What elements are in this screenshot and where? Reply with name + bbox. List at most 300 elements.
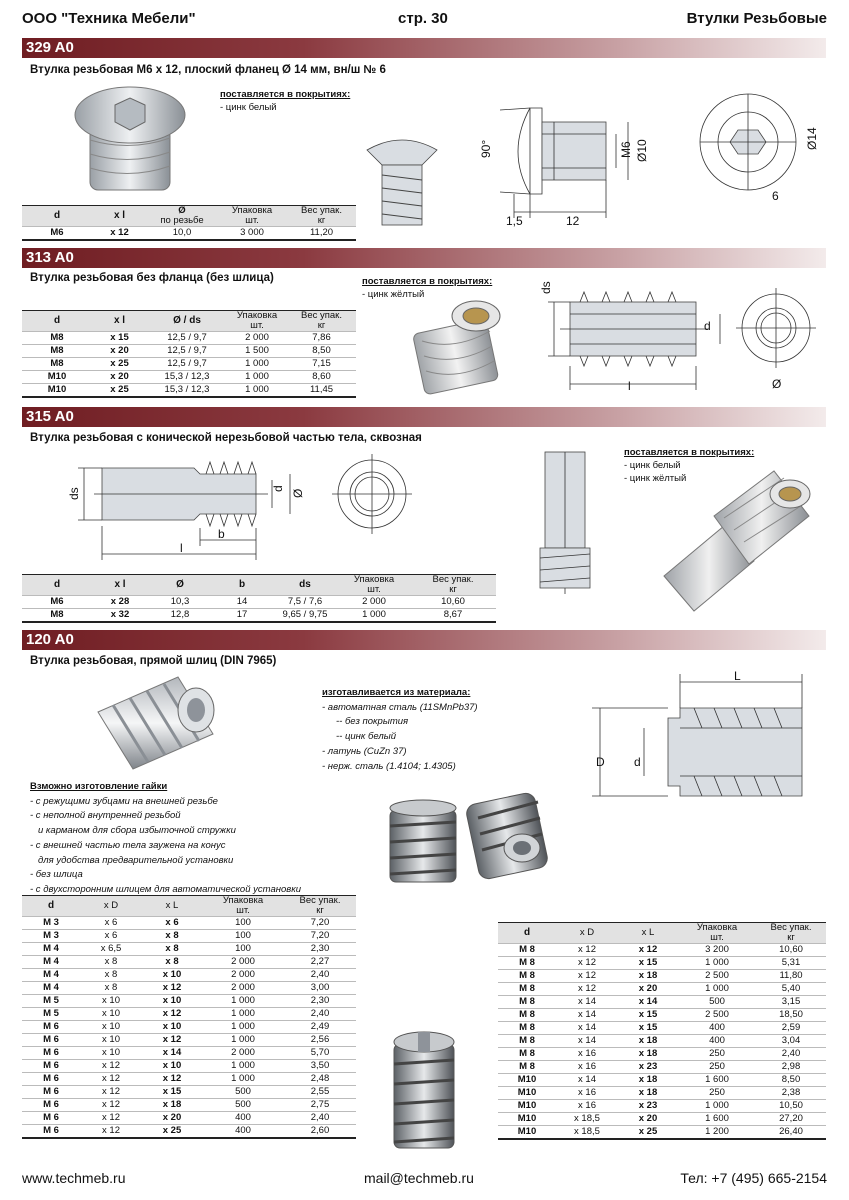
table-cell: 1 000 (202, 995, 284, 1008)
col-header: Ø (148, 575, 212, 596)
coatings-329 (220, 88, 350, 114)
section-title: Втулки Резьбовые (686, 10, 827, 27)
table-cell: 10,60 (756, 944, 826, 957)
col-header: ds (272, 575, 338, 596)
dim-L: L (734, 669, 741, 683)
table-cell: M10 (498, 1087, 556, 1100)
table-cell: x 12 (80, 1086, 142, 1099)
col-header: х D (556, 923, 618, 944)
materials-120 (322, 686, 478, 774)
table-cell: x 10 (142, 995, 202, 1008)
table-cell: 2 000 (202, 1047, 284, 1060)
table-cell: 2,38 (756, 1087, 826, 1100)
table-cell: 400 (678, 1035, 756, 1048)
cutaway-image-315 (530, 448, 600, 598)
col-header: Вес упак. кг (287, 206, 356, 227)
table-cell: 100 (202, 917, 284, 930)
table-row: M6 x 28 10,3 14 7,5 / 7,6 2 000 10,60 (22, 596, 496, 609)
col-header: d (22, 575, 92, 596)
product-title-313: Втулка резьбовая без фланца (без шлица) (30, 272, 274, 284)
table-cell: x 20 (142, 1112, 202, 1125)
table-cell: M 8 (498, 1022, 556, 1035)
table-cell: x 18 (618, 1087, 678, 1100)
dim-hex: 6 (772, 189, 779, 203)
product-image-329 (70, 80, 200, 202)
product-title-329: Втулка резьбовая М6 х 12, плоский фланец Ø 14 мм, вн/ш № 6 (30, 64, 386, 76)
table-cell: x 18 (618, 970, 678, 983)
section-band-120: 120 A0 (22, 630, 826, 650)
table-cell: M10 (498, 1113, 556, 1126)
table-cell: M 6 (22, 1034, 80, 1047)
table-cell: M 5 (22, 1008, 80, 1021)
table-cell: 2,48 (284, 1073, 356, 1086)
table-row (22, 969, 356, 982)
table-row (22, 1060, 356, 1073)
table-cell: 1 600 (678, 1113, 756, 1126)
company-name: ООО "Техника Мебели" (22, 10, 196, 27)
product-title-120: Втулка резьбовая, прямой шлиц (DIN 7965) (30, 655, 277, 667)
table-cell: x 10 (80, 1047, 142, 1060)
table-cell: x 10 (142, 1060, 202, 1073)
table-cell: x 12 (80, 1073, 142, 1086)
table-cell: 400 (202, 1112, 284, 1125)
table-row (22, 1047, 356, 1060)
table-cell: x 25 (618, 1126, 678, 1140)
table-cell: 2,40 (756, 1048, 826, 1061)
table-cell: 1 600 (678, 1074, 756, 1087)
table-cell: 2,60 (284, 1125, 356, 1139)
drawing-315 (68, 448, 418, 570)
option-item: - без шлица (30, 869, 83, 881)
product-image-313 (410, 296, 510, 396)
table-cell: 27,20 (756, 1113, 826, 1126)
material-item: - нерж. сталь (1.4104; 1.4305) (322, 760, 456, 772)
dim-D: D (596, 755, 605, 769)
material-item: -- цинк белый (336, 731, 396, 743)
table-cell: x 18 (142, 1099, 202, 1112)
table-cell: M 6 (22, 1047, 80, 1060)
table-cell: M 8 (498, 1009, 556, 1022)
table-cell: 18,50 (756, 1009, 826, 1022)
table-cell: x 15 (618, 1009, 678, 1022)
table-cell: x 12 (80, 1125, 142, 1139)
option-item: для удобства предварительной установки (38, 854, 234, 866)
table-row: M8 x 25 12,5 / 9,7 1 000 7,15 (22, 358, 356, 371)
table-cell: 2,98 (756, 1061, 826, 1074)
col-header: Упаковка шт. (217, 206, 287, 227)
table-cell: x 12 (556, 957, 618, 970)
product-image-315 (654, 476, 814, 616)
table-row (498, 1022, 826, 1035)
table-cell: M 8 (498, 1048, 556, 1061)
table-cell: 2,75 (284, 1099, 356, 1112)
table-cell: M 6 (22, 1099, 80, 1112)
table-row (498, 996, 826, 1009)
table-cell: M 6 (22, 1086, 80, 1099)
table-cell: 250 (678, 1087, 756, 1100)
table-row (22, 1034, 356, 1047)
dim-d: d (271, 485, 285, 492)
table-cell: 2,49 (284, 1021, 356, 1034)
table-cell: x 8 (142, 943, 202, 956)
table-row (22, 943, 356, 956)
option-item: - с режущими зубцами на внешней резьбе (30, 795, 218, 807)
table-cell: 5,31 (756, 957, 826, 970)
dim-d: d (704, 319, 711, 333)
col-header: Вес упак. кг (284, 896, 356, 917)
table-cell: x 12 (80, 1060, 142, 1073)
table-cell: 8,50 (756, 1074, 826, 1087)
dim-angle: 90° (479, 139, 493, 158)
table-cell: x 12 (556, 970, 618, 983)
col-header: Ø / ds (147, 311, 227, 332)
table-cell: x 16 (556, 1061, 618, 1074)
table-row (498, 1100, 826, 1113)
table-cell: M10 (498, 1074, 556, 1087)
footer-website[interactable]: www.techmeb.ru (22, 1170, 126, 1186)
spec-table-329 (22, 205, 356, 241)
table-cell: x 10 (142, 1021, 202, 1034)
drawing-313 (540, 270, 830, 400)
table-cell: x 16 (556, 1048, 618, 1061)
table-cell: x 18,5 (556, 1113, 618, 1126)
col-header: Ø по резьбе (147, 206, 217, 227)
table-row (498, 1113, 826, 1126)
col-header: х L (618, 923, 678, 944)
table-cell: M 3 (22, 917, 80, 930)
drawing-120 (584, 668, 824, 818)
table-cell: x 12 (142, 1034, 202, 1047)
table-row (22, 917, 356, 930)
dim-outer: Ø14 (805, 127, 819, 150)
table-cell: 7,20 (284, 930, 356, 943)
table-cell: 2 500 (678, 1009, 756, 1022)
table-cell: 2,40 (284, 969, 356, 982)
table-cell: x 8 (142, 930, 202, 943)
table-cell: 250 (678, 1048, 756, 1061)
table-cell: x 14 (618, 996, 678, 1009)
dim-flange: Ø10 (635, 139, 649, 162)
coatings-label: поставляется в покрытиях: (220, 89, 351, 100)
table-cell: 5,70 (284, 1047, 356, 1060)
table-cell: x 14 (556, 1074, 618, 1087)
table-cell: 5,40 (756, 983, 826, 996)
table-cell: x 18 (618, 1074, 678, 1087)
dim-l: l (628, 379, 631, 393)
option-item: - с двухсторонним шлицем для автоматической установки (30, 883, 301, 895)
material-item: - автоматная сталь (11SMnPb37) (322, 701, 478, 713)
table-cell: x 23 (618, 1100, 678, 1113)
table-cell: 2 500 (678, 970, 756, 983)
drawing-329 (470, 82, 830, 230)
table-cell: M 4 (22, 969, 80, 982)
dim-b: b (218, 527, 225, 541)
table-cell: x 10 (80, 1034, 142, 1047)
table-cell: 2,55 (284, 1086, 356, 1099)
dim-thread: M6 (619, 141, 633, 158)
table-cell: x 18 (618, 1035, 678, 1048)
table-cell: M 6 (22, 1021, 80, 1034)
table-cell: x 6,5 (80, 943, 142, 956)
option-item: - с внешней частью тела заужена на конус (30, 839, 226, 851)
product-title-315: Втулка резьбовая с конической нерезьбовой частью тела, сквозная (30, 432, 422, 444)
table-cell: x 14 (556, 1009, 618, 1022)
table-cell: x 8 (80, 982, 142, 995)
table-cell: M 3 (22, 930, 80, 943)
table-cell: 1 000 (678, 1100, 756, 1113)
spec-table-313 (22, 310, 356, 398)
spec-table-120-left (22, 895, 356, 1139)
table-cell: 250 (678, 1061, 756, 1074)
table-row (22, 1021, 356, 1034)
table-cell: 7,20 (284, 917, 356, 930)
table-cell: M 6 (22, 1125, 80, 1139)
table-cell: M 6 (22, 1112, 80, 1125)
table-cell: 26,40 (756, 1126, 826, 1140)
table-cell: x 12 (80, 1099, 142, 1112)
table-cell: x 6 (142, 917, 202, 930)
table-cell: 2,27 (284, 956, 356, 969)
table-cell: M 6 (22, 1073, 80, 1086)
dim-l: l (180, 541, 183, 555)
table-row (22, 1125, 356, 1139)
table-cell: 2,59 (756, 1022, 826, 1035)
table-cell: 3,00 (284, 982, 356, 995)
table-cell: M 8 (498, 983, 556, 996)
col-header: d (22, 311, 92, 332)
table-cell: x 14 (556, 1035, 618, 1048)
product-image-120b (382, 798, 552, 888)
table-cell: x 12 (618, 944, 678, 957)
table-cell: M10 (498, 1126, 556, 1140)
table-cell: x 12 (556, 944, 618, 957)
table-row: M8 x 15 12,5 / 9,7 2 000 7,86 (22, 332, 356, 345)
table-cell: x 12 (142, 1008, 202, 1021)
table-cell: 2 000 (202, 956, 284, 969)
table-cell: x 14 (556, 1022, 618, 1035)
table-cell: x 6 (80, 930, 142, 943)
table-cell: x 10 (142, 969, 202, 982)
table-cell: 2,56 (284, 1034, 356, 1047)
table-cell: x 12 (142, 982, 202, 995)
table-row (498, 970, 826, 983)
footer-email[interactable]: mail@techmeb.ru (364, 1170, 474, 1186)
col-header: х l (92, 575, 148, 596)
table-cell: 1 000 (678, 983, 756, 996)
table-cell: 2 000 (202, 969, 284, 982)
table-cell: 100 (202, 930, 284, 943)
table-row (498, 957, 826, 970)
col-header: d (22, 206, 92, 227)
col-header: Вес упак. кг (410, 575, 496, 596)
spec-table-120-right (498, 922, 826, 1140)
table-row (22, 1112, 356, 1125)
table-cell: M 8 (498, 944, 556, 957)
table-cell: x 20 (618, 983, 678, 996)
col-header: х L (142, 896, 202, 917)
table-cell: 1 000 (202, 1073, 284, 1086)
section-band-329: 329 A0 (22, 38, 826, 58)
table-cell: 11,80 (756, 970, 826, 983)
coatings-label: поставляется в покрытиях: (624, 447, 755, 458)
dim-length: 12 (566, 214, 580, 228)
col-header: х l (92, 206, 147, 227)
table-cell: 500 (678, 996, 756, 1009)
table-cell: x 10 (80, 1021, 142, 1034)
table-cell: 1 000 (678, 957, 756, 970)
table-cell: 400 (678, 1022, 756, 1035)
table-cell: x 15 (618, 1022, 678, 1035)
table-cell: x 23 (618, 1061, 678, 1074)
table-cell: x 10 (80, 1008, 142, 1021)
table-cell: x 20 (618, 1113, 678, 1126)
section-band-313: 313 A0 (22, 248, 826, 268)
col-header: Вес упак. кг (756, 923, 826, 944)
table-cell: x 6 (80, 917, 142, 930)
col-header: b (212, 575, 272, 596)
col-header: х l (92, 311, 147, 332)
table-cell: 1 000 (202, 1034, 284, 1047)
spec-table-315 (22, 574, 496, 623)
table-cell: 1 000 (202, 1021, 284, 1034)
table-row (498, 1061, 826, 1074)
table-cell: M 4 (22, 943, 80, 956)
table-cell: x 15 (618, 957, 678, 970)
table-row (498, 983, 826, 996)
table-cell: 3,15 (756, 996, 826, 1009)
table-cell: 500 (202, 1099, 284, 1112)
material-item: -- без покрытия (336, 716, 409, 728)
table-cell: 2 000 (202, 982, 284, 995)
table-row (22, 1008, 356, 1021)
table-cell: x 8 (80, 969, 142, 982)
col-header: Упаковка шт. (338, 575, 410, 596)
table-row (22, 1073, 356, 1086)
option-item: и карманом для сбора избыточной стружки (38, 825, 236, 837)
table-row: M8 x 20 12,5 / 9,7 1 500 8,50 (22, 345, 356, 358)
table-cell: M 8 (498, 1061, 556, 1074)
table-cell: x 18 (618, 1048, 678, 1061)
dim-ds: ds (539, 281, 553, 294)
table-cell: M 8 (498, 970, 556, 983)
table-cell: 400 (202, 1125, 284, 1139)
material-item: - латунь (CuZn 37) (322, 745, 407, 757)
table-cell: 2,30 (284, 995, 356, 1008)
product-image-120c (384, 1024, 464, 1154)
col-header: Упаковка шт. (227, 311, 287, 332)
table-cell: 10,50 (756, 1100, 826, 1113)
table-row: M6 x 12 10,0 3 000 11,20 (22, 227, 356, 241)
table-cell: x 16 (556, 1087, 618, 1100)
table-row: M8 x 32 12,8 17 9,65 / 9,75 1 000 8,67 (22, 609, 496, 623)
table-cell: 3,04 (756, 1035, 826, 1048)
table-cell: M 8 (498, 1035, 556, 1048)
table-row (22, 1086, 356, 1099)
table-row (22, 1099, 356, 1112)
table-row (498, 1009, 826, 1022)
table-row (498, 1048, 826, 1061)
table-cell: 1 000 (202, 1060, 284, 1073)
col-header: х D (80, 896, 142, 917)
coating-item: - цинк белый (220, 102, 277, 113)
table-cell: 2,30 (284, 943, 356, 956)
table-row (498, 944, 826, 957)
dim-flange-height: 1,5 (506, 214, 523, 228)
coatings-label: поставляется в покрытиях: (362, 276, 493, 287)
table-cell: x 12 (556, 983, 618, 996)
table-cell: 500 (202, 1086, 284, 1099)
table-cell: M10 (498, 1100, 556, 1113)
table-cell: M 4 (22, 956, 80, 969)
table-cell: x 8 (80, 956, 142, 969)
table-cell: x 8 (142, 956, 202, 969)
option-item: - с неполной внутренней резьбой (30, 810, 181, 822)
table-row: M10 x 20 15,3 / 12,3 1 000 8,60 (22, 371, 356, 384)
table-cell: M 4 (22, 982, 80, 995)
table-cell: x 15 (142, 1086, 202, 1099)
table-cell: M 8 (498, 996, 556, 1009)
col-header: Упаковка шт. (202, 896, 284, 917)
table-cell: x 10 (80, 995, 142, 1008)
col-header: d (498, 923, 556, 944)
options-label: Взможно изготовление гайки (30, 781, 168, 792)
table-row: M10 x 25 15,3 / 12,3 1 000 11,45 (22, 384, 356, 398)
page-number: стр. 30 (398, 10, 448, 27)
materials-label: изготавливается из материала: (322, 687, 471, 698)
table-cell: x 12 (80, 1112, 142, 1125)
coating-item: - цинк белый (624, 460, 681, 471)
coating-item: - цинк жёлтый (624, 473, 687, 484)
table-row (498, 1074, 826, 1087)
dim-ds: ds (67, 487, 81, 500)
table-row (22, 930, 356, 943)
section-band-315: 315 A0 (22, 407, 826, 427)
cutaway-image-329 (362, 130, 442, 230)
col-header: Упаковка шт. (678, 923, 756, 944)
dim-d: d (634, 755, 641, 769)
dim-o: Ø (291, 488, 305, 498)
table-cell: M 8 (498, 957, 556, 970)
table-cell: M 5 (22, 995, 80, 1008)
table-cell: 1 000 (202, 1008, 284, 1021)
table-cell: 2,40 (284, 1008, 356, 1021)
table-cell: 2,40 (284, 1112, 356, 1125)
table-cell: 1 200 (678, 1126, 756, 1140)
col-header: d (22, 896, 80, 917)
coating-item: - цинк жёлтый (362, 289, 425, 300)
table-cell: x 18,5 (556, 1126, 618, 1140)
table-cell: x 14 (142, 1047, 202, 1060)
table-cell: M 6 (22, 1060, 80, 1073)
table-row (22, 956, 356, 969)
table-cell: x 16 (556, 1100, 618, 1113)
table-row (22, 982, 356, 995)
dim-o: Ø (772, 377, 782, 391)
table-cell: 100 (202, 943, 284, 956)
table-cell: 3,50 (284, 1060, 356, 1073)
table-row (22, 995, 356, 1008)
table-cell: x 14 (556, 996, 618, 1009)
table-cell: 3 200 (678, 944, 756, 957)
footer-phone: Тел: +7 (495) 665-2154 (680, 1170, 827, 1186)
product-image-120 (88, 672, 228, 772)
options-120 (30, 780, 301, 898)
table-row (498, 1035, 826, 1048)
table-row (498, 1087, 826, 1100)
col-header: Вес упак. кг (287, 311, 356, 332)
table-cell: x 12 (142, 1073, 202, 1086)
table-row (498, 1126, 826, 1140)
